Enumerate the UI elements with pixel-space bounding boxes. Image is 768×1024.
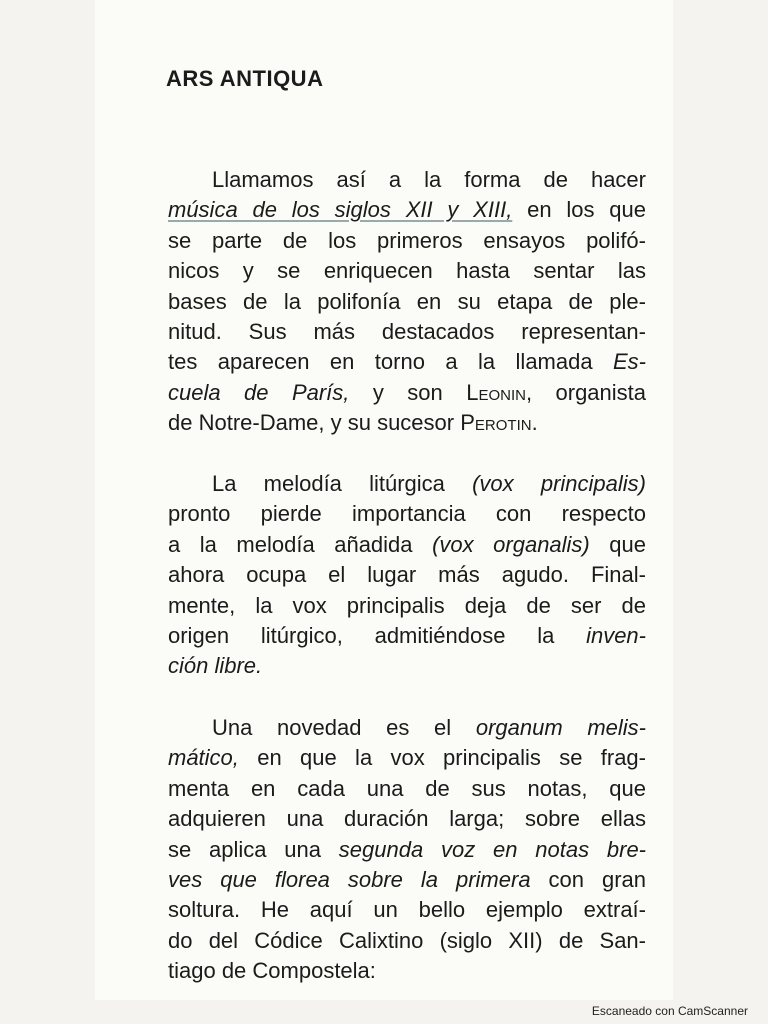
text-line: música de los siglos XII y XIII, en los que [168, 197, 646, 223]
text-line: ahora ocupa el lugar más agudo. Final- [168, 562, 646, 588]
paragraph-2 [168, 469, 646, 682]
text-line: menta en cada una de sus notas, que [168, 775, 646, 801]
text-line: bases de la polifonía en su etapa de ple- [168, 288, 646, 314]
text-line: cuela de París, y son Leonin, organista [168, 379, 647, 405]
scanner-watermark: Escaneado con CamScanner [591, 1004, 748, 1018]
text-line: mático, en que la vox principalis se frag- [168, 745, 646, 771]
text-line: ción libre. [168, 653, 263, 679]
text-line: a la melodía añadida (vox organalis) que [168, 531, 647, 557]
text-line: se aplica una segunda voz en notas bre- [168, 836, 647, 862]
paragraph-3 [168, 713, 646, 987]
text-line: do del Códice Calixtino (siglo XII) de San- [168, 927, 646, 953]
text-line: nitud. Sus más destacados representan- [168, 319, 646, 345]
text-line: La melodía litúrgica (vox principalis) [212, 471, 646, 496]
text-line: Llamamos así a la forma de hacer [212, 167, 646, 192]
text-line: pronto pierde importancia con respecto [168, 501, 646, 527]
text-line: soltura. He aquí un bello ejemplo extraí- [168, 897, 646, 923]
page-title: ARS ANTIQUA [166, 66, 324, 91]
text-line: Una novedad es el organum melis- [212, 715, 646, 740]
paragraph-1 [168, 165, 646, 439]
text-line: nicos y se enriquecen hasta sentar las [168, 258, 646, 284]
text-line: tes aparecen en torno a la llamada Es- [168, 349, 646, 375]
text-line: adquieren una duración larga; sobre ellas [168, 806, 646, 832]
text-line: de Notre-Dame, y su sucesor Perotin. [168, 410, 538, 436]
text-line: mente, la vox principalis deja de ser de [168, 592, 646, 618]
text-line: se parte de los primeros ensayos polifó- [168, 227, 646, 253]
text-line: tiago de Compostela: [168, 958, 376, 984]
text-line: ves que florea sobre la primera con gran [168, 867, 647, 893]
text-line: origen litúrgico, admitiéndose la inven- [168, 623, 646, 649]
